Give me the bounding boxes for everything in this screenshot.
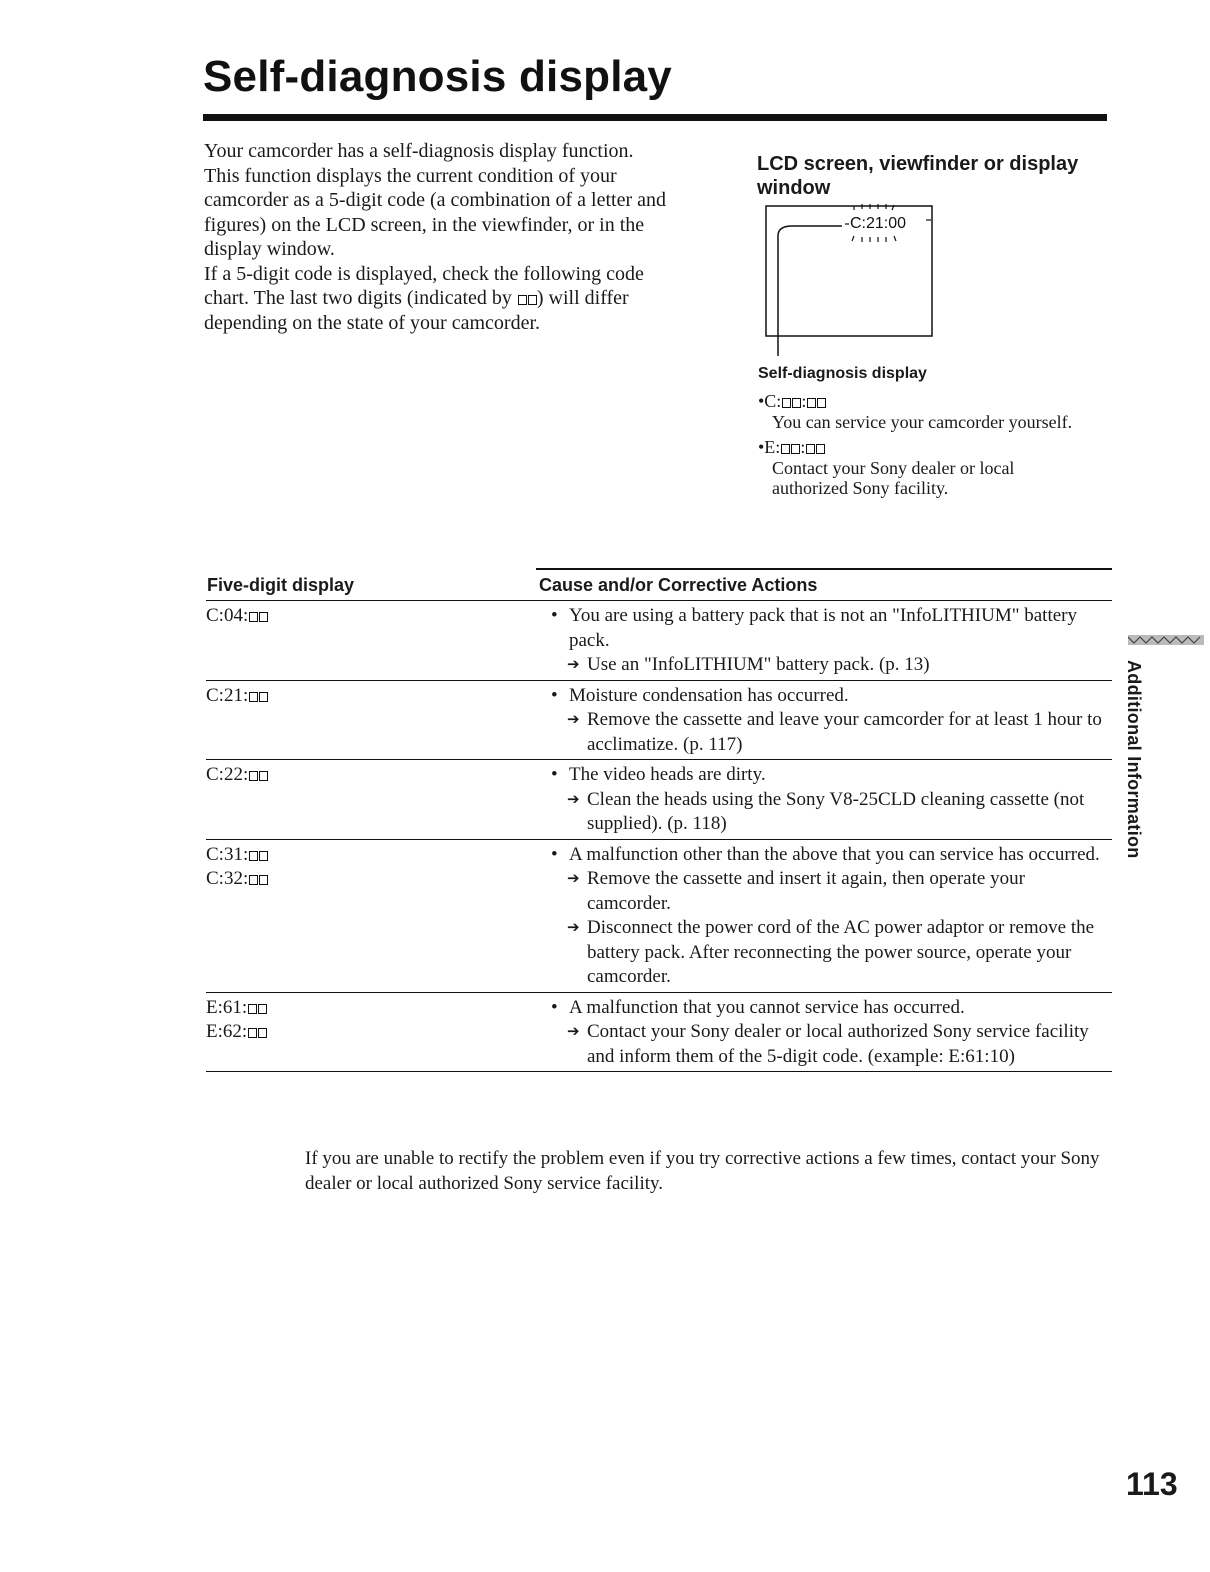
code-type-label: •C: : bbox=[758, 390, 1088, 412]
column-header-cause: Cause and/or Corrective Actions bbox=[539, 574, 818, 595]
cause-item bbox=[551, 763, 1112, 788]
cause-text: The video heads are dirty. bbox=[569, 764, 766, 785]
intro-paragraph-part: If a 5-digit code is displayed, check the following code chart. The last two digits (indicated by bbox=[204, 262, 644, 309]
cause-text: Moisture condensation has occurred. bbox=[569, 684, 849, 706]
row-codes bbox=[206, 763, 551, 837]
placeholder-box-icon bbox=[782, 398, 791, 408]
five-digit-code bbox=[206, 604, 551, 629]
row-cause bbox=[551, 763, 1112, 837]
chart-rows bbox=[206, 601, 1112, 1072]
row-codes bbox=[206, 996, 551, 1070]
code-prefix: C:04: bbox=[206, 605, 249, 626]
bullet-icon: • bbox=[551, 684, 558, 706]
bullet-icon: • bbox=[551, 996, 558, 1018]
code-type-label: •E: : bbox=[758, 436, 1088, 458]
cause-item bbox=[551, 996, 1112, 1021]
cause-item bbox=[551, 604, 1112, 653]
code-type-item bbox=[758, 390, 1088, 432]
cause-text: You are using a battery pack that is not an "InfoLITHIUM" battery pack. bbox=[569, 605, 1077, 651]
placeholder-box-icon bbox=[248, 1004, 257, 1014]
placeholder-box-icon bbox=[258, 1028, 267, 1038]
cause-text: A malfunction that you cannot service has occurred. bbox=[569, 996, 965, 1018]
placeholder-box-icon bbox=[817, 398, 826, 408]
placeholder-box-icon bbox=[249, 692, 258, 702]
action-text: Contact your Sony dealer or local authorized Sony service facility and inform them of the 5-digit code. (example: E:61:10) bbox=[587, 1021, 1089, 1067]
bullet-icon: • bbox=[551, 605, 558, 626]
placeholder-box-icon bbox=[259, 692, 268, 702]
lcd-screen-code: C:21:00 bbox=[850, 215, 907, 232]
five-digit-code bbox=[206, 763, 551, 788]
corrective-action bbox=[551, 916, 1112, 990]
code-prefix: C:31: bbox=[206, 843, 249, 865]
section-tab-marker bbox=[1128, 633, 1204, 647]
placeholder-box-icon bbox=[816, 444, 825, 454]
corrective-action bbox=[551, 1020, 1112, 1069]
placeholder-box-icon bbox=[258, 1004, 267, 1014]
title-rule bbox=[203, 114, 1107, 121]
row-cause bbox=[551, 604, 1112, 678]
intro-text bbox=[204, 139, 684, 335]
five-digit-code bbox=[206, 1020, 551, 1045]
placeholder-box-icon bbox=[259, 612, 268, 622]
five-digit-code bbox=[206, 996, 551, 1021]
bullet-icon: • bbox=[551, 843, 558, 865]
chart-header bbox=[206, 570, 1112, 601]
code-prefix: C:21: bbox=[206, 684, 249, 706]
placeholder-box-icon bbox=[259, 771, 268, 781]
arrow-right-icon: ➔ bbox=[567, 657, 580, 673]
placeholder-box-icon bbox=[807, 398, 816, 408]
placeholder-box-icon bbox=[792, 398, 801, 408]
intro-paragraph: Your camcorder has a self-diagnosis display function. bbox=[204, 140, 634, 162]
intro-paragraph bbox=[204, 262, 684, 336]
action-text: Remove the cassette and insert it again, then operate your camcorder. bbox=[587, 868, 1025, 914]
section-tab-label: Additional Information bbox=[1124, 660, 1144, 859]
chart-row bbox=[206, 760, 1112, 840]
placeholder-box-icon bbox=[528, 295, 537, 305]
five-digit-code bbox=[206, 684, 551, 709]
lcd-screen-illustration bbox=[758, 196, 938, 358]
code-prefix: •C: bbox=[758, 391, 782, 411]
chart-row bbox=[206, 681, 1112, 761]
code-type-list bbox=[758, 390, 1088, 502]
lcd-heading: LCD screen, viewfinder or display window bbox=[757, 153, 1079, 199]
placeholder-box-icon bbox=[249, 771, 258, 781]
cause-text: A malfunction other than the above that you can service has occurred. bbox=[569, 843, 1100, 865]
intro-paragraph: This function displays the current condition of your camcorder as a 5-digit code (a combination of a letter and figures) on the LCD screen, in the viewfinder, or in the display window. bbox=[204, 164, 667, 260]
code-type-item bbox=[758, 436, 1088, 498]
action-text: Disconnect the power cord of the AC power adaptor or remove the battery pack. After reconnecting the power source, operate your camcorder. bbox=[587, 917, 1095, 987]
placeholder-box-icon bbox=[259, 851, 268, 861]
row-cause bbox=[551, 996, 1112, 1070]
cause-item bbox=[551, 684, 1112, 709]
action-text: Use an "InfoLITHIUM" battery pack. (p. 13) bbox=[587, 654, 930, 675]
corrective-action bbox=[551, 653, 1112, 678]
arrow-right-icon: ➔ bbox=[567, 920, 580, 936]
chart-row bbox=[206, 993, 1112, 1073]
five-digit-code bbox=[206, 843, 551, 868]
lcd-caption: Self-diagnosis display bbox=[758, 365, 927, 382]
action-text: Remove the cassette and leave your camcorder for at least 1 hour to acclimatize. (p. 117) bbox=[587, 709, 1102, 755]
code-prefix: •E: bbox=[758, 437, 781, 457]
corrective-action bbox=[551, 708, 1112, 757]
section-tab-shade bbox=[1128, 635, 1204, 645]
five-digit-code bbox=[206, 867, 551, 892]
code-prefix: E:62: bbox=[206, 1021, 248, 1042]
code-prefix: E:61: bbox=[206, 996, 248, 1018]
placeholder-box-icon bbox=[518, 295, 527, 305]
placeholder-box-icon bbox=[249, 875, 258, 885]
placeholder-box-icon bbox=[781, 444, 790, 454]
code-prefix: C:22: bbox=[206, 764, 249, 785]
arrow-right-icon: ➔ bbox=[567, 1024, 580, 1040]
cause-item bbox=[551, 843, 1112, 868]
arrow-right-icon: ➔ bbox=[567, 712, 580, 728]
placeholder-box-icon bbox=[806, 444, 815, 454]
placeholder-box-icon bbox=[248, 1028, 257, 1038]
placeholder-box-icon bbox=[249, 851, 258, 861]
corrective-action bbox=[551, 867, 1112, 916]
row-cause bbox=[551, 684, 1112, 758]
placeholder-box-icon bbox=[259, 875, 268, 885]
corrective-action bbox=[551, 788, 1112, 837]
chart-row bbox=[206, 601, 1112, 681]
chart-row bbox=[206, 840, 1112, 993]
row-codes bbox=[206, 843, 551, 990]
column-header-code: Five-digit display bbox=[207, 574, 355, 595]
bullet-icon: • bbox=[551, 764, 558, 785]
code-type-description: Contact your Sony dealer or local authorized Sony facility. bbox=[772, 458, 1015, 498]
row-cause bbox=[551, 843, 1112, 990]
code-prefix: C:32: bbox=[206, 868, 249, 889]
arrow-right-icon: ➔ bbox=[567, 791, 580, 808]
page-number: 113 bbox=[1126, 1466, 1178, 1502]
arrow-right-icon: ➔ bbox=[567, 871, 580, 887]
intro-paragraph-part: ) will differ depending on the state of your camcorder. bbox=[204, 287, 629, 334]
action-text: Clean the heads using the Sony V8-25CLD cleaning cassette (not supplied). (p. 118) bbox=[587, 788, 1085, 834]
closing-note: If you are unable to rectify the problem even if you try corrective actions a few times, contact your Sony dealer or local authorized Sony service facility. bbox=[305, 1148, 1100, 1194]
row-codes bbox=[206, 684, 551, 758]
row-codes bbox=[206, 604, 551, 678]
code-chart bbox=[206, 568, 1112, 1072]
placeholder-box-icon bbox=[791, 444, 800, 454]
placeholder-box-icon bbox=[249, 612, 258, 622]
page-title: Self-diagnosis display bbox=[203, 52, 672, 101]
code-type-description: You can service your camcorder yourself. bbox=[772, 412, 1073, 432]
